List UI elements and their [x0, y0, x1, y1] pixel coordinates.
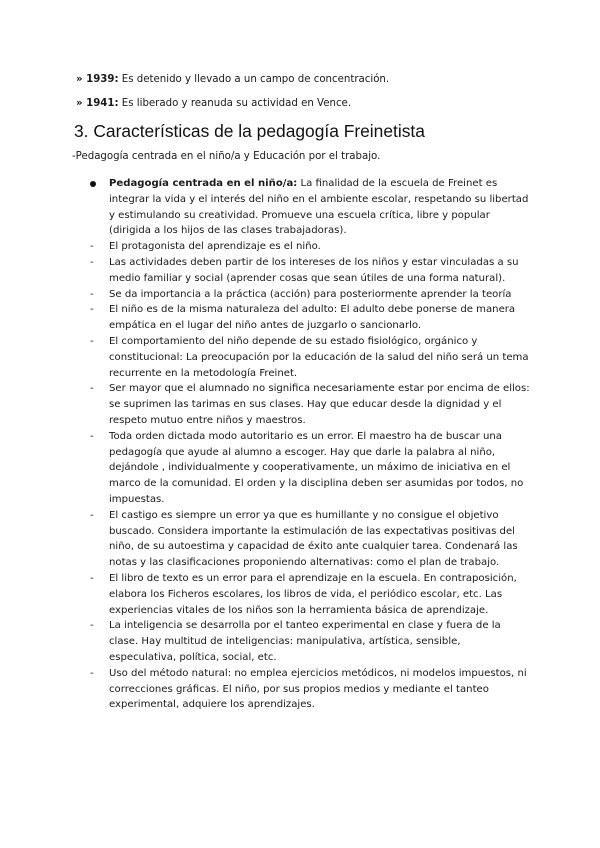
list-item-text: El niño es de la misma naturaleza del adulto: El adulto debe ponerse de manera empática en el lugar del niño antes de juzgarlo o sancionarlo. [109, 304, 516, 332]
list-item-text: Ser mayor que el alumnado no significa necesariamente estar por encima de ellos: se suprimen las tarimas en sus clases. Hay que educar desde la dignidad y el respeto mutuo entre niños y maestros. [109, 383, 530, 426]
list-item [90, 287, 530, 303]
list-item [90, 381, 530, 428]
dash-marker: - [90, 288, 94, 300]
timeline-entry-1941 [76, 97, 351, 111]
dash-marker: - [90, 430, 94, 442]
section-heading: 3. Características de la pedagogía Freinetista [74, 121, 425, 141]
list-item [90, 429, 530, 508]
list-item-text: El castigo es siempre un error ya que es humillante y no consigue el objetivo buscado. Considera importante la estimulación de las expectativas positivas del niño, de su autoestima y capacidad de éxito ante cualquier tarea. Condenará las notas y las clasificaciones proponiendo alternativas: como el plan de trabajo. [109, 509, 518, 569]
timeline-entry-1939 [76, 73, 389, 87]
dash-marker: - [90, 383, 94, 395]
section-intro: -Pedagogía centrada en el niño/a y Educación por el trabajo. [72, 151, 381, 162]
list-item-text: Toda orden dictada modo autoritario es un error. El maestro ha de buscar una pedagogía que ayude al alumno a escoger. Hay que darle la palabra al niño, dejándole , individualmente y cooperativamente, un máximo de iniciativa en el marco de la comunidad. El orden y la disciplina deben ser asumidas por todos, no impuestas. [109, 430, 524, 505]
bullet-text: La finalidad de la escuela de Freinet es integrar la vida y el interés del niño en el ambiente escolar, respetando su libertad y estimulando su creatividad. Promueve una escuela crítica, libre y popular (dirigida a los hijos de las clases trabajadoras). [109, 178, 529, 237]
dash-marker: - [90, 620, 94, 632]
list-item [90, 508, 530, 571]
dash-marker: - [90, 241, 94, 253]
list-item-text: El comportamiento del niño depende de su estado fisiológico, orgánico y constitucional: La preocupación por la educación de la salud del niño será un tema recurrente en la metodología Freinet. [109, 335, 529, 379]
list-item-bullet [90, 176, 530, 239]
dash-marker: - [90, 509, 94, 521]
timeline-year: » 1941: [76, 98, 119, 109]
list-item [90, 302, 530, 334]
list-item [90, 334, 530, 381]
list-item-text: El libro de texto es un error para el aprendizaje en la escuela. En contraposición, elabora los Ficheros escolares, los libros de vida, el periódico escolar, etc. Las experiencias vitales de los niños son la herramienta básica de aprendizaje. [109, 572, 517, 616]
dash-marker: - [90, 335, 94, 347]
list-item [90, 239, 530, 255]
dash-marker: - [90, 256, 94, 268]
timeline-text: Es detenido y llevado a un campo de concentración. [118, 74, 390, 85]
list-item-text: Las actividades deben partir de los intereses de los niños y estar vinculadas a su medio familiar y social (aprender cosas que sean útiles de una forma natural). [109, 256, 519, 284]
list-item [90, 666, 530, 713]
timeline-text: Es liberado y reanuda su actividad en Vence. [118, 98, 352, 109]
dash-marker: - [90, 304, 94, 316]
list-item-text: El protagonista del aprendizaje es el niño. [109, 241, 321, 253]
dash-marker: - [90, 667, 94, 679]
list-item [90, 571, 530, 618]
list-item [90, 255, 530, 287]
list-item-text: Se da importancia a la práctica (acción) para posteriormente aprender la teoría [109, 288, 512, 300]
dash-marker: - [90, 572, 94, 584]
timeline-year: » 1939: [76, 74, 119, 85]
list-item-text: Uso del método natural: no emplea ejercicios metódicos, ni modelos impuestos, ni correcciones gráficas. El niño, por sus propios medios y mediante el tanteo experimental, adquiere los aprendizajes. [109, 667, 527, 711]
characteristics-list [90, 176, 530, 713]
bullet-lead: Pedagogía centrada en el niño/a: [109, 178, 298, 189]
list-item [90, 618, 530, 665]
list-item-text: La inteligencia se desarrolla por el tanteo experimental en clase y fuera de la clase. Hay multitud de inteligencias: manipulativa, artística, sensible, especulativa, política, social, etc. [109, 620, 501, 663]
